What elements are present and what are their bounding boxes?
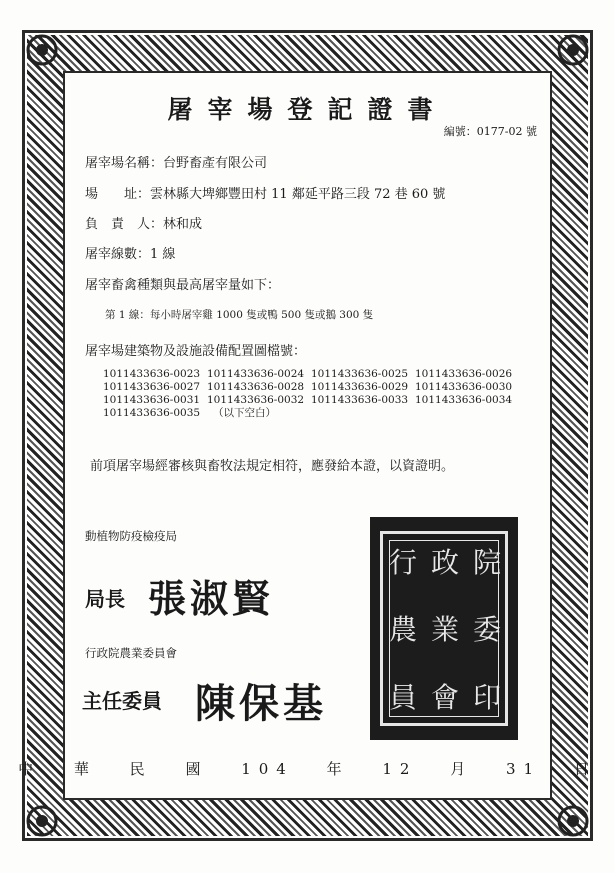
building-code: 1011433636-0029 <box>311 381 409 393</box>
certification-statement: 前項屠宰場經審核與畜牧法規定相符，應發給本證，以資證明。 <box>90 459 455 474</box>
field-owner <box>85 213 202 232</box>
address-value: 雲林縣大埤鄉豐田村 11 鄰延平路三段 72 巷 60 號 <box>150 187 446 202</box>
signer-2-name: 陳保基 <box>195 680 327 727</box>
buildings-heading: 屠宰場建築物及設施設備配置圖檔號： <box>85 344 307 359</box>
seal-glyph: 業 <box>430 613 459 647</box>
issuer-2: 行政院農業委員會 <box>85 646 177 660</box>
corner-ornament-icon <box>553 801 593 841</box>
corner-ornament-icon <box>22 30 62 70</box>
building-code: 1011433636-0032 <box>207 394 305 406</box>
building-code: 1011433636-0031 <box>103 394 201 406</box>
lines-value: 1 線 <box>150 247 176 262</box>
signer-2-title: 主任委員 <box>82 689 162 713</box>
seal-glyph: 會 <box>430 681 459 715</box>
official-seal-icon <box>370 517 518 740</box>
issue-date: 中 華 民 國 104 年 12 月 31 日 <box>18 760 597 778</box>
seal-glyph: 委 <box>472 613 501 647</box>
seal-glyph: 政 <box>430 545 459 579</box>
building-code: 1011433636-0023 <box>103 368 201 380</box>
signer-1-name: 張淑賢 <box>148 576 275 621</box>
certificate-title: 屠宰場登記證書 <box>167 95 448 124</box>
owner-label: 負 責 人： <box>85 217 164 232</box>
seal-glyph: 印 <box>472 681 501 715</box>
seal-glyph: 院 <box>472 545 501 579</box>
corner-ornament-icon <box>22 801 62 841</box>
building-code: 1011433636-0027 <box>103 381 201 393</box>
building-code: 1011433636-0028 <box>207 381 305 393</box>
owner-value: 林和成 <box>163 217 203 232</box>
field-lines <box>85 243 175 262</box>
seal-glyph: 農 <box>388 613 417 647</box>
serial-number: 編號：0177-02 號 <box>443 125 537 138</box>
address-label: 場 址： <box>85 187 151 202</box>
building-code: 1011433636-0035 <box>103 407 201 419</box>
lines-label: 屠宰線數： <box>85 247 151 262</box>
blank-below-note: （以下空白） <box>213 407 276 419</box>
name-label: 屠宰場名稱： <box>85 156 164 171</box>
seal-glyph: 員 <box>388 681 417 715</box>
name-value: 台野畜產有限公司 <box>163 156 268 171</box>
building-code-grid <box>103 368 513 420</box>
building-code: 1011433636-0024 <box>207 368 305 380</box>
signer-1-title: 局長 <box>85 587 125 611</box>
building-code: 1011433636-0026 <box>415 368 513 380</box>
field-address <box>85 183 445 202</box>
building-code: 1011433636-0025 <box>311 368 409 380</box>
species-heading: 屠宰畜禽種類與最高屠宰量如下： <box>85 278 281 293</box>
corner-ornament-icon <box>553 30 593 70</box>
species-line: 第 1 線：每小時屠宰雞 1000 隻或鴨 500 隻或鵝 300 隻 <box>105 309 374 321</box>
field-name <box>85 152 267 171</box>
building-code: 1011433636-0033 <box>311 394 409 406</box>
issuer-1: 動植物防疫檢疫局 <box>85 529 177 543</box>
building-code: 1011433636-0034 <box>415 394 513 406</box>
building-code: 1011433636-0030 <box>415 381 513 393</box>
seal-glyph: 行 <box>388 545 417 579</box>
seal-lettering <box>382 527 508 730</box>
